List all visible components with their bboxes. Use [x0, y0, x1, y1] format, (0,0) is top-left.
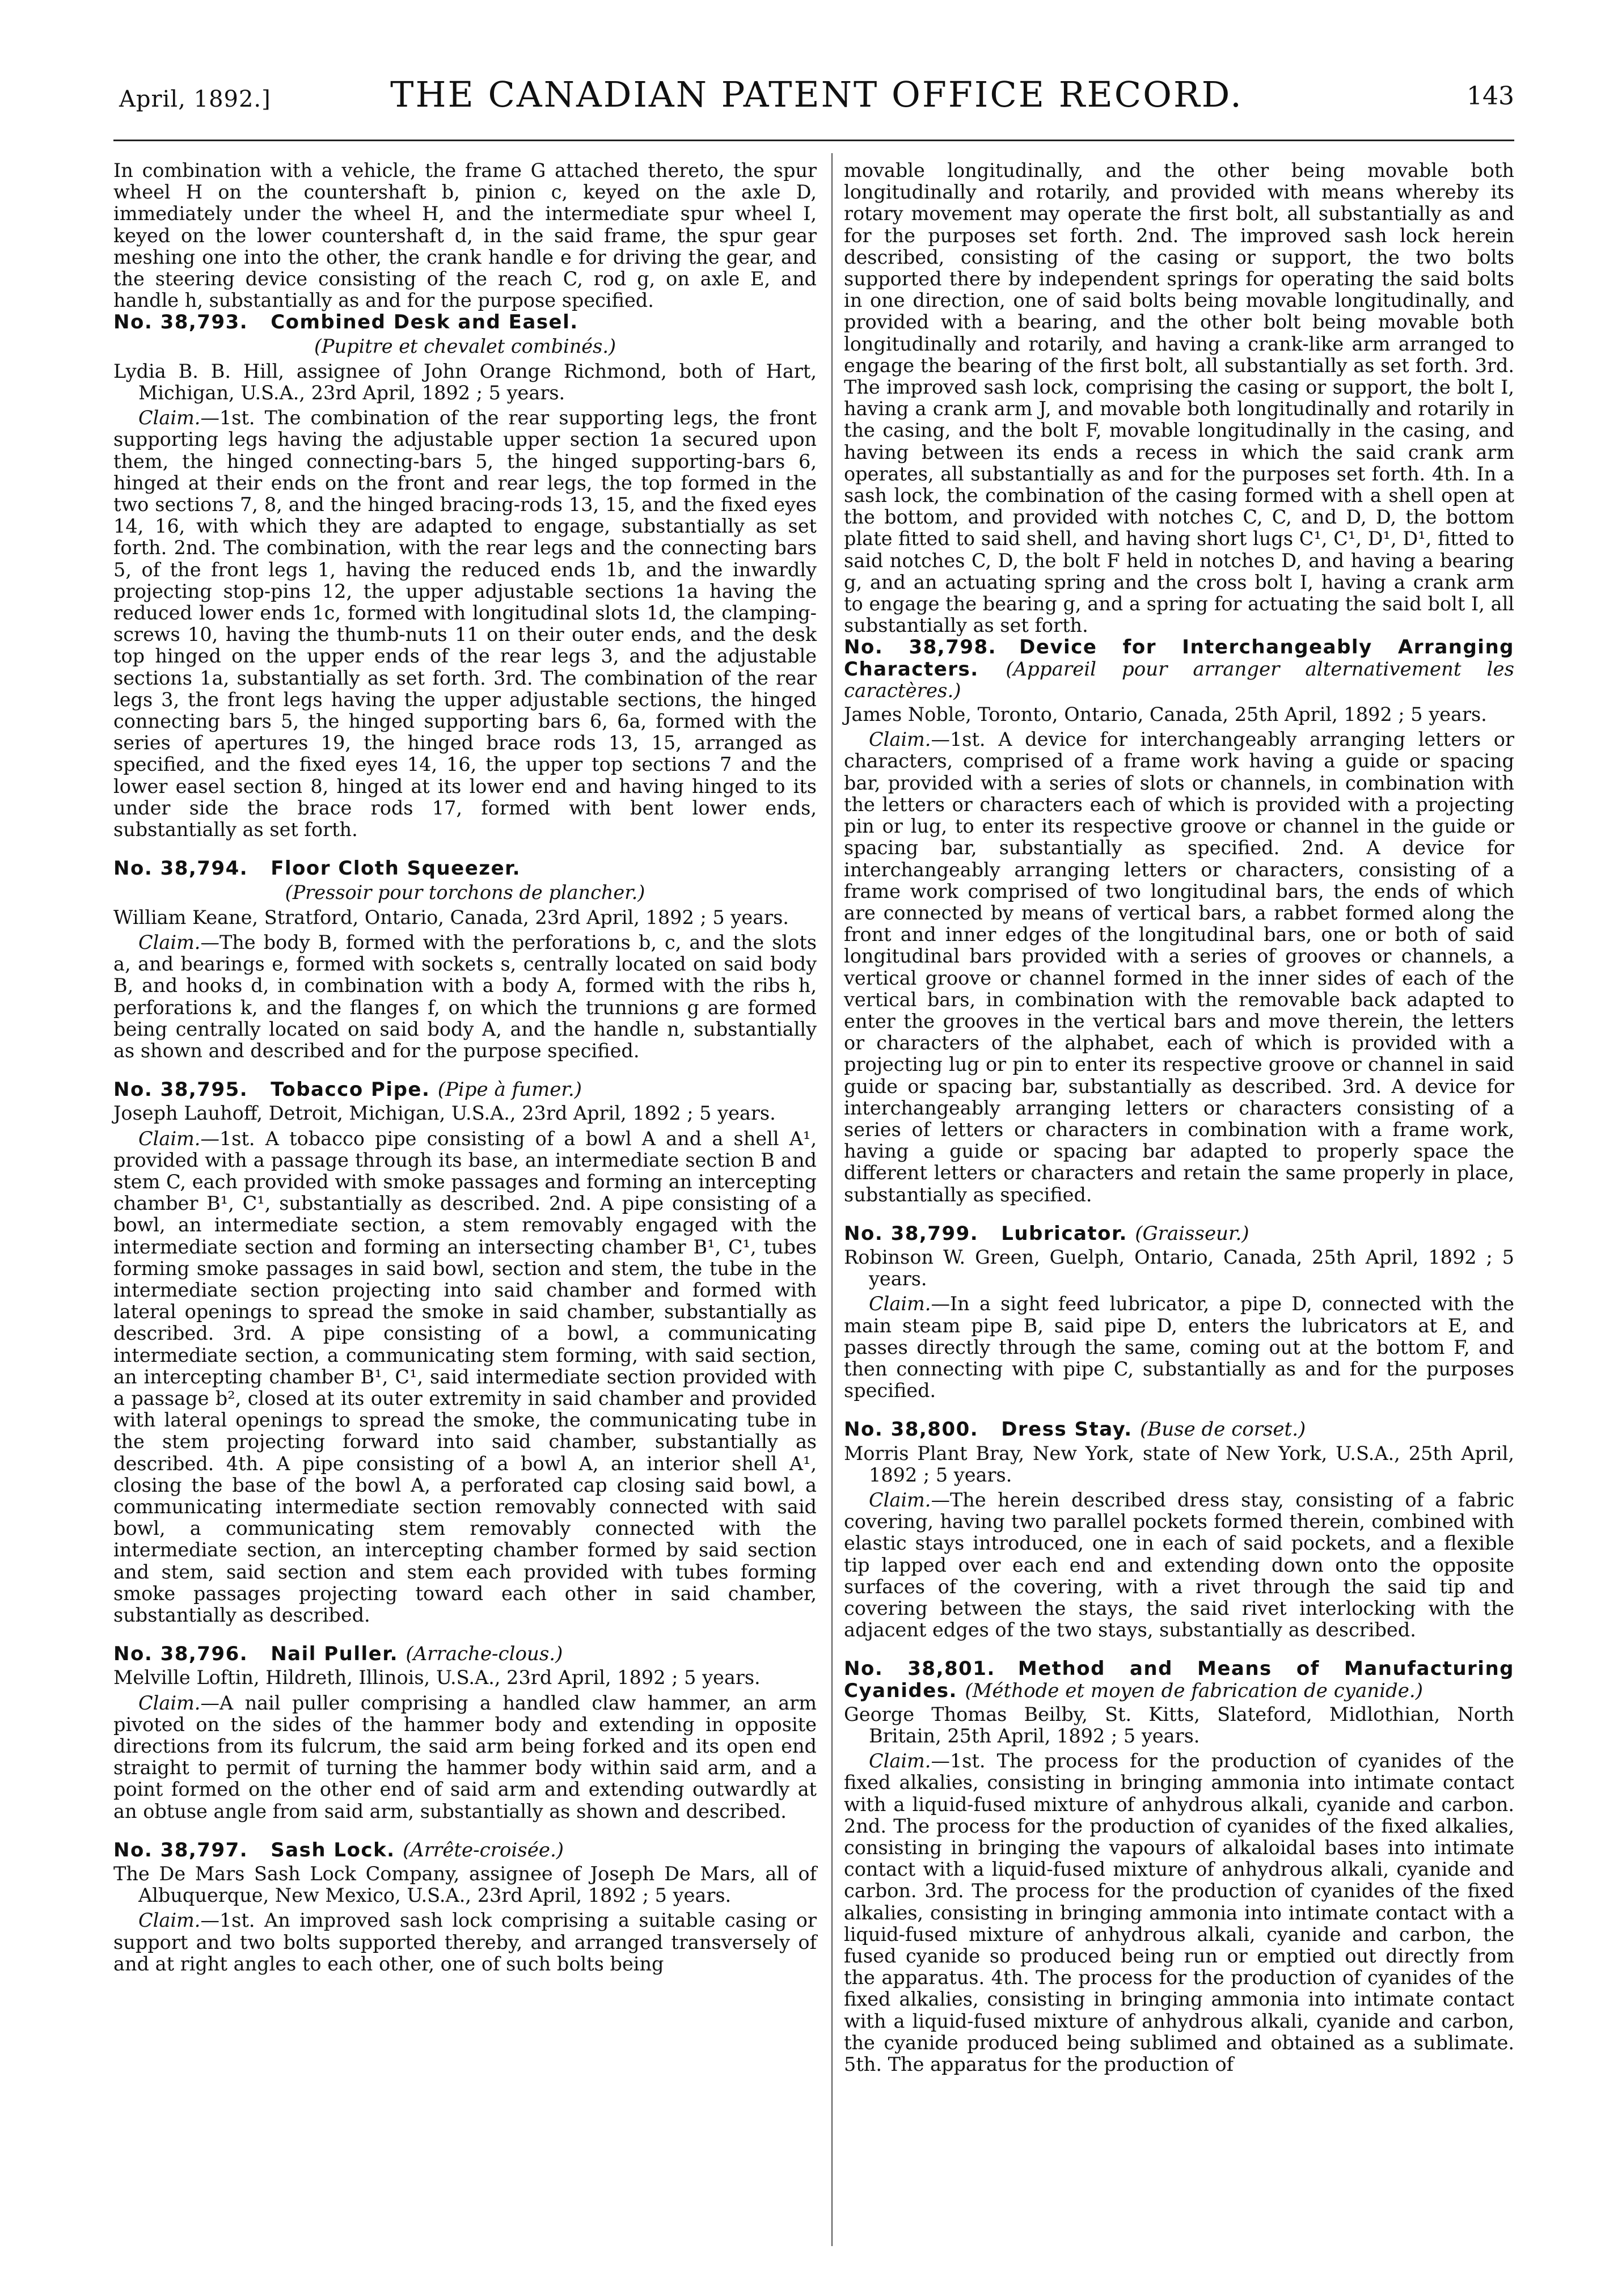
- page-number: 143: [1467, 82, 1514, 111]
- entry-heading: [844, 1658, 1514, 1701]
- patent-applicant: Morris Plant Bray, New York, state of New York, U.S.A., 25th April, 1892 ; 5 years.: [844, 1442, 1514, 1486]
- patent-number: No. 38,798.: [844, 636, 997, 659]
- column-divider: [831, 153, 833, 2246]
- patent-claim: [113, 1693, 817, 1822]
- claim-text: —The body B, formed with the perforations b, c, and the slots a, and bearings e, formed with sockets s, centrally located on said body B, and hooks d, in combination with a body A, formed with the ribs h, perforations k, and the flanges f, on which the trunnions g are formed being centrally located on said body A, and the handle n, substantially as shown and described and for the purpose specified.: [113, 931, 817, 1062]
- journal-title: THE CANADIAN PATENT OFFICE RECORD.: [390, 74, 1243, 115]
- patent-title-french: (Graisseur.): [1135, 1222, 1249, 1245]
- patent-entry: [113, 311, 817, 841]
- patent-number: No. 38,796.: [113, 1643, 248, 1666]
- patent-number: No. 38,795.: [113, 1078, 248, 1101]
- patent-title: Device for Interchangeably Arranging Characters.: [844, 636, 1515, 681]
- patent-entry: [844, 1223, 1514, 1402]
- patent-entry: [844, 636, 1514, 1205]
- right-column: [844, 160, 1514, 2092]
- patent-number: No. 38,794.: [113, 857, 248, 880]
- claim-text: —1st. An improved sash lock comprising a suitable casing or support and two bolts supported thereby, and arranged transversely of and at right angles to each other, one of such bolts being: [113, 1909, 817, 1975]
- patent-claim: [844, 729, 1514, 1205]
- patent-applicant: James Noble, Toronto, Ontario, Canada, 25th April, 1892 ; 5 years.: [844, 703, 1487, 726]
- patent-applicant: The De Mars Sash Lock Company, assignee of Joseph De Mars, all of Albuquerque, New Mexico, U.S.A., 23rd April, 1892 ; 5 years.: [113, 1863, 817, 1907]
- patent-entry: [113, 858, 817, 1062]
- patent-entry: [844, 1658, 1514, 2075]
- claim-text: —The herein described dress stay, consisting of a fabric covering, having two parallel pockets formed therein, combined with elastic stays introduced, one in each of said pockets, and a flexible tip lapped over each end and extending down onto the opposite surfaces of the covering, with a rivet through the said tip and covering between the stays, the said rivet interlocking with the adjacent edges of the two stays, substantially as described.: [844, 1488, 1514, 1641]
- patent-claim: [844, 1750, 1514, 2075]
- entry-heading: [844, 1223, 1514, 1244]
- patent-title-french: (Pipe à fumer.): [437, 1078, 582, 1101]
- patent-claim: [844, 1293, 1514, 1402]
- patent-claim: [113, 1128, 817, 1627]
- patent-number: No. 38,799.: [844, 1222, 979, 1245]
- entry-heading: [113, 1839, 817, 1861]
- entry-heading: [113, 858, 817, 879]
- entry-heading: [113, 311, 817, 333]
- continued-text: In combination with a vehicle, the frame G attached thereto, the spur wheel H on the countershaft b, pinion c, keyed on the axle D, immediately under the wheel H, and the intermediate spur wheel I, keyed on the lower countershaft d, in the said frame, the spur gear meshing one into the other, the crank handle e for driving the gear, and the steering device consisting of the reach C, rod g, on axle E, and handle h, substantially as and for the purpose specified.: [113, 159, 817, 312]
- patent-title-french: (Méthode et moyen de fabrication de cyanide.): [965, 1679, 1423, 1702]
- claim-text: —1st. The combination of the rear supporting legs, the front supporting legs having the adjustable upper section 1a secured upon them, the hinged connecting-bars 5, the hinged supporting-bars 6, hinged at their ends on the front and rear legs, the top formed in the two sections 7, 8, and the hinged bracing-rods 13, 15, and the fixed eyes 14, 16, with which they are adapted to engage, substantially as set forth. 2nd. The combination, with the rear legs and the connecting bars 5, of the front legs 1, having the reduced ends 1b, and the inwardly projecting stop-pins 12, the upper adjustable sections 1a having the reduced lower ends 1c, formed with longitudinal slots 1d, the clamping-screws 10, having the thumb-nuts 11 on their outer ends, and the desk top hinged on the upper ends of the rear legs 3, and the adjustable sections 1a, substantially as set forth. 3rd. The combination of the rear legs 3, the front legs having the upper adjustable sections, the hinged connecting bars 5, the hinged supporting bars 6, 6a, formed with the series of apertures 19, the hinged brace rods 13, 15, arranged as specified, and the fixed eyes 14, 16, the upper top sections 7 and the lower easel section 8, hinged at its lower end and having hinged to its under side the brace rods 17, formed with bent lower ends, substantially as set forth.: [113, 407, 817, 841]
- claim-label: Claim.: [138, 1691, 201, 1714]
- patent-entry: [113, 1643, 817, 1822]
- claim-label: Claim.: [869, 728, 931, 751]
- claim-text: —1st. The process for the production of cyanides of the fixed alkalies, consisting in bringing ammonia into intimate contact with a liquid-fused mixture of anhydrous alkali, cyanide and carbon. 2nd. The process for the production of cyanides of the fixed alkalies, consisting in bringing the vapours of alkaloidal bases into intimate contact with a liquid-fused mixture of anhydrous alkali, cyanide and carbon. 3rd. The process for the production of cyanides of the fixed alkalies, consisting in bringing ammonia into intimate contact with a liquid-fused mixture of anhydrous alkali, cyanide and carbon, the fused cyanide so produced being run or emptied out directly from the apparatus. 4th. The process for the production of cyanides of the fixed alkalies, consisting in bringing ammonia into intimate contact with a liquid-fused mixture of anhydrous alkali, cyanide and carbon, the cyanide produced being sublimed and obtained as a sublimate. 5th. The apparatus for the production of: [844, 1750, 1514, 2076]
- patent-entry: [113, 1839, 817, 1975]
- entry-heading: [113, 1079, 817, 1100]
- patent-number: No. 38,793.: [113, 311, 248, 334]
- patent-title: Nail Puller.: [271, 1643, 399, 1666]
- patent-claim: [113, 1910, 817, 1975]
- claim-text: —In a sight feed lubricator, a pipe D, connected with the main steam pipe B, said pipe D, enters the lubricators at E, and passes directly through the same, coming out at the bottom F, and then connecting with pipe C, substantially as and for the purposes specified.: [844, 1293, 1514, 1402]
- patent-applicant: Robinson W. Green, Guelph, Ontario, Canada, 25th April, 1892 ; 5 years.: [844, 1246, 1514, 1290]
- patent-title-french: (Arrête-croisée.): [402, 1838, 564, 1862]
- claim-text: —1st. A device for interchangeably arranging letters or characters, comprised of a frame work having a guide or spacing bar, provided with a series of slots or channels, in combination with the letters or characters each of which is provided with a projecting pin or lug, to enter its respective groove or channel in the guide or spacing bar, substantially as specified. 2nd. A device for interchangeably arranging letters or characters, consisting of a frame work comprised of two longitudinal bars, the ends of which are connected by means of vertical bars, a rabbet formed along the front and inner edges of the longitudinal bars, one or both of said longitudinal bars provided with a series of grooves or channels, a vertical groove or channel formed in the inner sides of each of the vertical bars, in combination with the removable back adapted to enter the grooves in the vertical bars and move therein, the letters or characters of the alphabet, each of which is provided with a projecting lug or pin to enter its respective groove or channel in said guide or spacing bar, substantially as described. 3rd. A device for interchangeably arranging letters or characters consisting of a series of letters or characters in combination with a frame work, having a guide or spacing bar adapted to properly space the different letters or characters and retain the same properly in place, substantially as specified.: [844, 728, 1514, 1206]
- entry-heading: [113, 1643, 817, 1665]
- patent-title: Lubricator.: [1001, 1222, 1127, 1245]
- header-rule: [113, 140, 1514, 141]
- claim-text: —1st. A tobacco pipe consisting of a bowl A and a shell A¹, provided with a passage through its base, an intermediate section B and stem C, each provided with smoke passages and forming an intercepting chamber B¹, C¹, substantially as described. 2nd. A pipe consisting of a bowl, an intermediate section, a stem removably engaged with the intermediate section and forming an intersecting chamber B¹, C¹, tubes forming smoke passages in said bowl, section and stem, the tube in the intermediate section projecting into said chamber and formed with lateral openings to spread the smoke in said chamber, substantially as described. 3rd. A pipe consisting of a bowl, a communicating intermediate section, a communicating stem forming, with said section, an intercepting chamber B¹, C¹, said intermediate section provided with a passage b², closed at its outer extremity in said chamber and provided with lateral openings to spread the smoke, the communicating tube in the stem projecting forward into said chamber, substantially as described. 4th. A pipe consisting of a bowl A, an interior shell A¹, closing the base of the bowl A, a perforated cap closing said bowl, a communicating intermediate section removably connected with said bowl, a communicating stem removably connected with the intermediate section, an intercepting chamber formed by said section and stem, said section and stem each provided with tubes forming smoke passages projecting toward each other in said chamber, substantially as described.: [113, 1127, 817, 1626]
- patent-claim: [113, 932, 817, 1062]
- patent-claim: [113, 407, 817, 841]
- claim-label: Claim.: [138, 1127, 201, 1150]
- entry-heading: [844, 636, 1514, 702]
- continued-text: movable longitudinally, and the other being movable both longitudinally and rotarily, and provided with means whereby its rotary movement may operate the first bolt, all substantially as and for the purposes set forth. 2nd. The improved sash lock herein described, consisting of the casing or support, the two bolts supported there by independent springs for operating the said bolts in one direction, one of said bolts being movable longitudinally, and provided with a bearing, and the other bolt being movable both longitudinally and rotarily, and having a crank-like arm arranged to engage the bearing of the first bolt, all substantially as set forth. 3rd. The improved sash lock, comprising the casing or support, the bolt I, having a crank arm J, and movable both longitudinally and rotarily in the casing, and the bolt F, movable longitudinally in the casing, and having between its ends a recess in which the said crank arm operates, all substantially as and for the purposes set forth. 4th. In a sash lock, the combination of the casing formed with a shell open at the bottom, and provided with notches C, C, and D, D, the bottom plate fitted to said shell, and having short lugs C¹, C¹, D¹, D¹, fitted to said notches C, D, the bolt F held in notches D, and having a bearing g, and an actuating spring and the cross bolt I, having a crank arm to engage the bearing g, and a spring for actuating the said bolt I, all substantially as set forth.: [844, 159, 1514, 637]
- entry-heading: [844, 1419, 1514, 1440]
- claim-label: Claim.: [869, 1488, 931, 1511]
- patent-title: Dress Stay.: [1001, 1418, 1133, 1441]
- patent-title: Method and Means of Manufacturing Cyanides.: [844, 1657, 1515, 1702]
- header-date: April, 1892.]: [119, 86, 271, 112]
- patent-applicant: Lydia B. B. Hill, assignee of John Orange Richmond, both of Hart, Michigan, U.S.A., 23rd April, 1892 ; 5 years.: [113, 360, 817, 404]
- claim-label: Claim.: [138, 407, 201, 429]
- patent-title-french: (Arrache-clous.): [406, 1643, 563, 1666]
- page-header: [119, 74, 1514, 125]
- left-column: [113, 160, 817, 1992]
- patent-title: Tobacco Pipe.: [271, 1078, 430, 1101]
- patent-number: No. 38,800.: [844, 1418, 979, 1441]
- patent-title-french: (Pupitre et chevalet combinés.): [314, 335, 616, 357]
- patent-applicant: William Keane, Stratford, Ontario, Canada, 23rd April, 1892 ; 5 years.: [113, 906, 789, 928]
- claim-label: Claim.: [138, 1909, 201, 1932]
- patent-claim: [844, 1489, 1514, 1641]
- claim-label: Claim.: [869, 1750, 931, 1772]
- patent-title: Combined Desk and Easel.: [271, 311, 578, 334]
- patent-title-french: (Pressoir pour torchons de plancher.): [285, 881, 645, 904]
- claim-label: Claim.: [138, 931, 201, 953]
- patent-applicant: George Thomas Beilby, St. Kitts, Slateford, Midlothian, North Britain, 25th April, 1892 ; 5 years.: [844, 1703, 1514, 1748]
- patent-number: No. 38,801.: [844, 1657, 995, 1681]
- patent-title-french: (Buse de corset.): [1140, 1418, 1306, 1441]
- patent-title: Sash Lock.: [271, 1838, 395, 1862]
- patent-entry: [844, 1419, 1514, 1641]
- patent-entry: [113, 1079, 817, 1626]
- claim-text: —A nail puller comprising a handled claw hammer, an arm pivoted on the sides of the hammer body and extending in opposite directions from its fulcrum, the said arm being forked and its open end straight to permit of turning the hammer body within said arm, and a point formed on the other end of said arm and extending outwardly at an obtuse angle from said arm, substantially as shown and described.: [113, 1691, 817, 1822]
- patent-title: Floor Cloth Squeezer.: [271, 857, 521, 880]
- patent-applicant: Melville Loftin, Hildreth, Illinois, U.S.A., 23rd April, 1892 ; 5 years.: [113, 1666, 761, 1689]
- patent-title-french: (Appareil pour arranger alternativement les caractères.): [844, 657, 1514, 702]
- patent-number: No. 38,797.: [113, 1838, 248, 1862]
- patent-applicant: Joseph Lauhoff, Detroit, Michigan, U.S.A., 23rd April, 1892 ; 5 years.: [113, 1102, 776, 1125]
- claim-label: Claim.: [869, 1293, 931, 1315]
